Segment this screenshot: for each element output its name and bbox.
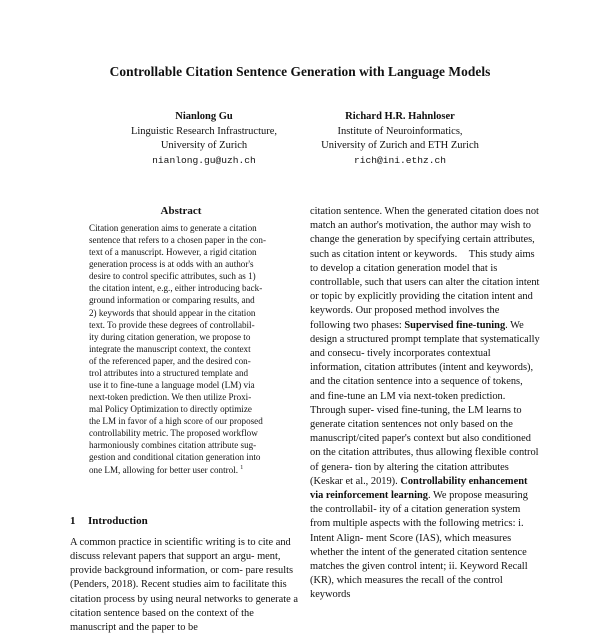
body-line: the given control intent; ii. Keyword Recall (KR),	[310, 561, 528, 587]
abstract-line: the citation intent, e.g., either introducing back-	[89, 283, 263, 294]
abstract-line: controllability metric. The proposed workflow	[89, 428, 258, 439]
abstract-line: trol attributes into a structured template and	[89, 367, 249, 378]
abstract-line: text of a manuscript. However, a rigid citation	[89, 247, 257, 258]
abstract-line: one LM, allowing for better user control.	[89, 464, 238, 475]
body-line: attributes, thus allowing flexible control of genera-	[310, 447, 539, 473]
abstract-line: gestion and conditional citation generation into	[89, 452, 261, 463]
author-name: Nianlong Gu	[175, 111, 233, 122]
body-line: wish to change the generation by specifying certain	[310, 220, 531, 246]
body-line: citation sentence. When the generated citation does	[310, 206, 524, 217]
body-line: paper's context but also conditioned on the citation	[310, 433, 531, 459]
body-line: pare results (Penders, 2018). Recent studies aim	[70, 565, 294, 591]
body-line: tion by altering the citation attributes (Keskar et al.,	[310, 461, 509, 487]
body-line: A common practice in scientific writing is to cite	[70, 537, 274, 548]
body-line: . We propose measuring the controllabil-	[310, 490, 528, 516]
body-line: the citation intent and keywords. Our proposed	[310, 291, 533, 317]
abstract-line: use it to fine-tune a language model (LM) via	[89, 380, 255, 391]
body-line: ment, provide background information, or com-	[70, 551, 281, 577]
introduction-body	[70, 536, 300, 635]
author-block-1	[104, 110, 304, 168]
abstract-line: harmoniously combines citation attribute sug-	[89, 440, 257, 451]
abstract-body	[89, 222, 272, 476]
right-column-body	[310, 205, 540, 603]
abstract-line: ity during citation generation, we propose to	[89, 331, 251, 342]
body-line: the context of the manuscript and the paper to be	[70, 607, 254, 633]
abstract-line: generation process is at odds with an author's	[89, 259, 254, 270]
abstract-line: the LM in favor of a high score of our proposed	[89, 416, 263, 427]
body-line: not match an author's motivation, the author may	[310, 206, 539, 232]
body-line: to facilitate this citation process by using neural	[70, 579, 287, 605]
author-affiliation: Institute of Neuroinformatics,	[337, 125, 463, 137]
phase2-title: Controllability enhancement via reinforcement	[310, 475, 528, 502]
body-line: 2019).	[370, 475, 398, 487]
abstract-line: text. To provide these degrees of controllabil-	[89, 319, 255, 330]
body-line: method involves the following two phases:	[310, 305, 500, 331]
body-line: tively incorporates contextual information, citation	[310, 348, 491, 374]
abstract-line: next-token prediction. We then utilize Proxi-	[89, 392, 252, 403]
abstract-line: ground information or comparing results, and	[89, 295, 255, 306]
body-line: model that is controllable, such that users can alter	[310, 262, 498, 289]
abstract-line: mal Policy Optimization to directly optimize	[89, 404, 252, 415]
body-line: sentences not only based on the manuscript/cited	[310, 419, 513, 445]
body-line: which measures the recall of the control keywords	[310, 575, 503, 601]
body-line: intent of the generated citation sentence matches	[310, 546, 527, 573]
body-line: vised fine-tuning, the LM learns to generate citation	[310, 404, 522, 431]
author-block-2	[300, 110, 500, 168]
abstract-line: sentence that refers to a chosen paper in the con-	[89, 235, 266, 246]
body-line: attributes (intent and keywords), and the citation	[310, 362, 534, 388]
abstract-heading: Abstract	[160, 205, 202, 217]
body-line: the citation intent or topic by explicitly providing	[310, 277, 540, 303]
author-name: Richard H.R. Hahnloser	[345, 111, 455, 122]
body-line: This study aims to develop a citation generation	[310, 248, 535, 274]
author-affiliation: University of Zurich	[160, 140, 248, 152]
body-line: sentence into a sequence of tokens, and fine-tune	[310, 376, 523, 402]
abstract-line: of the referenced paper, and the desired con-	[89, 355, 251, 366]
body-line: . We design a structured	[310, 319, 524, 345]
body-line: ment Score (IAS), which measures whether the	[310, 532, 512, 558]
author-email: nianlong.gu@uzh.ch	[152, 154, 256, 166]
footnote-mark: 1	[240, 464, 244, 471]
abstract-line: desire to control specific attributes, such as 1)	[89, 271, 256, 282]
section-heading-introduction	[70, 515, 148, 527]
abstract-line: 2) keywords that should appear in the citation	[89, 307, 256, 318]
body-line: attributes, such as citation intent or keywords.	[310, 234, 535, 260]
phase1-title: Supervised fine-tuning	[404, 319, 506, 331]
abstract-line: integrate the manuscript context, the context	[89, 343, 251, 354]
author-affiliation: University of Zurich and ETH Zurich	[321, 140, 479, 152]
author-affiliation: Linguistic Research Infrastructure,	[130, 125, 278, 137]
section-title: Introduction	[88, 515, 148, 527]
body-line: an LM via next-token prediction. Through super-	[310, 390, 506, 416]
author-email: rich@ini.ethz.ch	[353, 154, 447, 166]
body-line: networks to generate a citation sentence based on	[70, 593, 298, 619]
section-number: 1	[70, 515, 76, 527]
body-line: and discuss relevant papers that support an argu-	[70, 537, 291, 563]
body-line: ity of a citation generation system from multiple	[310, 504, 521, 530]
body-line: aspects with the following metrics: i. Intent Align-	[310, 518, 524, 544]
body-line: prompt template that systematically and consecu-	[310, 333, 540, 360]
phase2-title-end: learning	[391, 490, 428, 502]
abstract-line-last	[89, 464, 272, 476]
abstract-line: Citation generation aims to generate a citation	[89, 223, 257, 233]
paper-title: Controllable Citation Sentence Generation with Language Models	[109, 64, 491, 79]
